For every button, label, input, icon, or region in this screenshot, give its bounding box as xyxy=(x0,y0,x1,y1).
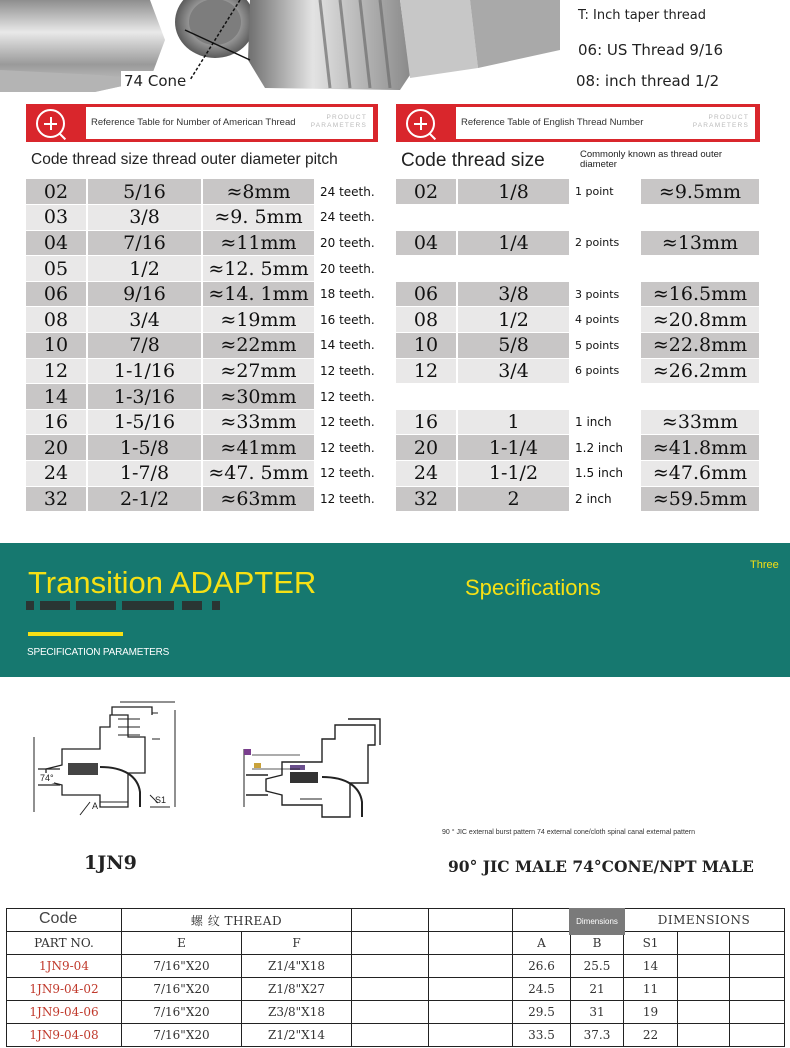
banner-corner-text: Three xyxy=(750,559,779,571)
thread-code: 06 xyxy=(396,281,457,307)
outer-diameter: ≈9.5mm xyxy=(640,179,760,205)
part-number-table xyxy=(6,908,784,1047)
outer-diameter: ≈41.8mm xyxy=(640,435,760,461)
empty-cell xyxy=(429,955,513,978)
thread-size: 3/4 xyxy=(457,358,570,384)
thread-code: 32 xyxy=(396,486,457,512)
american-table-title: Reference Table for Number of American Thread xyxy=(91,117,296,128)
note-inch-thread: 08: inch thread 1/2 xyxy=(576,72,720,90)
thread-size: 2 xyxy=(457,486,570,512)
empty-cell xyxy=(429,1024,513,1047)
part-row xyxy=(7,1001,785,1024)
thread-pitch: 12 teeth. xyxy=(315,486,378,512)
thread-size: 7/8 xyxy=(87,333,202,359)
american-thread-row xyxy=(26,358,378,384)
outer-diameter: ≈27mm xyxy=(202,358,315,384)
english-thread-panel xyxy=(396,104,762,514)
thread-e: 7/16"X20 xyxy=(122,1024,242,1047)
common-name: 1.2 inch xyxy=(570,435,640,461)
dim-s1: 14 xyxy=(624,955,678,978)
common-name: 3 points xyxy=(570,281,640,307)
common-name: 1 inch xyxy=(570,409,640,435)
banner-underline xyxy=(28,632,123,636)
outer-diameter xyxy=(640,384,760,410)
english-table-caption: Code thread size xyxy=(401,150,545,171)
part-row xyxy=(7,978,785,1001)
thread-size: 1/4 xyxy=(457,230,570,256)
outer-diameter: ≈12. 5mm xyxy=(202,256,315,282)
thread-pitch: 12 teeth. xyxy=(315,358,378,384)
thread-size: 1-7/8 xyxy=(87,461,202,487)
thread-code: 04 xyxy=(396,230,457,256)
dim-74-label: 74° xyxy=(40,773,54,783)
thread-code: 04 xyxy=(26,230,87,256)
thread-size: 1-5/16 xyxy=(87,409,202,435)
thread-code: 12 xyxy=(396,358,457,384)
part-table-header-row-2 xyxy=(7,932,785,955)
american-thread-row xyxy=(26,281,378,307)
fitting-type-label: 90° JIC MALE 74°CONE/NPT MALE xyxy=(448,857,754,876)
empty-cell xyxy=(678,1024,730,1047)
english-thread-row xyxy=(396,384,760,410)
outer-diameter: ≈63mm xyxy=(202,486,315,512)
american-table-header xyxy=(26,104,378,142)
banner-subtitle: SPECIFICATION PARAMETERS xyxy=(27,647,170,658)
empty-cell xyxy=(352,1024,429,1047)
thread-size xyxy=(457,384,570,410)
thread-size: 1-3/16 xyxy=(87,384,202,410)
part-table-header-row-1 xyxy=(7,909,785,932)
empty-cell xyxy=(352,955,429,978)
american-thread-row xyxy=(26,384,378,410)
thread-code: 16 xyxy=(396,409,457,435)
thread-size xyxy=(457,256,570,282)
empty-cell xyxy=(730,955,785,978)
thread-pitch: 12 teeth. xyxy=(315,435,378,461)
dimensions-tag: Dimensions xyxy=(569,908,625,935)
pattern-note: 90 ° JIC external burst pattern 74 external cone/cloth spinal canal external pattern xyxy=(442,829,696,836)
thread-size: 2-1/2 xyxy=(87,486,202,512)
jn9-drawing xyxy=(34,702,175,815)
outer-diameter: ≈11mm xyxy=(202,230,315,256)
col-e: E xyxy=(122,932,242,955)
thread-code xyxy=(396,205,457,231)
outer-diameter: ≈9. 5mm xyxy=(202,205,315,231)
thread-pitch: 18 teeth. xyxy=(315,281,378,307)
empty-cell xyxy=(678,978,730,1001)
note-us-thread: 06: US Thread 9/16 xyxy=(578,41,724,59)
thread-code: 02 xyxy=(26,179,87,205)
thread-header: 螺 纹 THREAD xyxy=(122,909,352,932)
thread-code: 14 xyxy=(26,384,87,410)
thread-pitch: 12 teeth. xyxy=(315,384,378,410)
common-name: 5 points xyxy=(570,333,640,359)
thread-pitch: 16 teeth. xyxy=(315,307,378,333)
american-thread-row xyxy=(26,333,378,359)
dim-s1-label: S1 xyxy=(155,795,167,805)
thread-e: 7/16"X20 xyxy=(122,955,242,978)
thread-pitch: 20 teeth. xyxy=(315,256,378,282)
thread-size: 5/8 xyxy=(457,333,570,359)
empty-cell xyxy=(730,1001,785,1024)
thread-size: 1/8 xyxy=(457,179,570,205)
dim-s1: 22 xyxy=(624,1024,678,1047)
dim-a-label: A xyxy=(92,801,99,811)
outer-diameter: ≈13mm xyxy=(640,230,760,256)
common-name: 1 point xyxy=(570,179,640,205)
common-name: 6 points xyxy=(570,358,640,384)
outer-diameter: ≈22.8mm xyxy=(640,333,760,359)
thread-code: 32 xyxy=(26,486,87,512)
part-family-label: 1JN9 xyxy=(84,852,137,874)
outer-diameter: ≈16.5mm xyxy=(640,281,760,307)
thread-code: 10 xyxy=(396,333,457,359)
plus-circle-icon xyxy=(406,109,435,138)
thread-code xyxy=(396,256,457,282)
thread-code: 08 xyxy=(26,307,87,333)
empty-cell xyxy=(678,955,730,978)
american-thread-panel xyxy=(26,104,380,514)
col-s1: S1 xyxy=(624,932,678,955)
banner-title: Transition ADAPTER xyxy=(28,565,317,600)
thread-size: 7/16 xyxy=(87,230,202,256)
outer-diameter: ≈19mm xyxy=(202,307,315,333)
product-photo xyxy=(0,0,790,100)
thread-code: 08 xyxy=(396,307,457,333)
american-thread-table xyxy=(26,179,379,512)
thread-code xyxy=(396,384,457,410)
english-thread-row xyxy=(396,486,760,512)
thread-size: 3/8 xyxy=(457,281,570,307)
thread-f: Z1/2"X14 xyxy=(242,1024,352,1047)
outer-diameter: ≈22mm xyxy=(202,333,315,359)
dim-a: 24.5 xyxy=(513,978,571,1001)
dim-b: 21 xyxy=(571,978,624,1001)
part-number: 1JN9-04 xyxy=(7,955,122,978)
american-thread-row xyxy=(26,461,378,487)
thread-size: 1/2 xyxy=(87,256,202,282)
american-thread-row xyxy=(26,205,378,231)
jic-drawing xyxy=(244,719,380,817)
part-number: 1JN9-04-02 xyxy=(7,978,122,1001)
dim-a: 29.5 xyxy=(513,1001,571,1024)
american-thread-row xyxy=(26,409,378,435)
thread-code: 10 xyxy=(26,333,87,359)
thread-size: 1/2 xyxy=(457,307,570,333)
thread-code: 24 xyxy=(26,461,87,487)
common-name: 2 inch xyxy=(570,486,640,512)
thread-pitch: 24 teeth. xyxy=(315,205,378,231)
english-thread-table xyxy=(396,179,761,512)
dim-a: 26.6 xyxy=(513,955,571,978)
outer-diameter: ≈14. 1mm xyxy=(202,281,315,307)
american-thread-row xyxy=(26,486,378,512)
outer-diameter: ≈33mm xyxy=(202,409,315,435)
empty-cell xyxy=(730,978,785,1001)
thread-code: 06 xyxy=(26,281,87,307)
american-thread-row xyxy=(26,179,378,205)
thread-code: 03 xyxy=(26,205,87,231)
american-table-caption: Code thread size thread outer diameter pitch xyxy=(31,151,338,168)
empty-cell xyxy=(429,978,513,1001)
thread-code: 20 xyxy=(26,435,87,461)
thread-e: 7/16"X20 xyxy=(122,1001,242,1024)
outer-diameter xyxy=(640,256,760,282)
dim-a: 33.5 xyxy=(513,1024,571,1047)
outer-diameter: ≈8mm xyxy=(202,179,315,205)
english-thread-row xyxy=(396,461,760,487)
thread-pitch: 14 teeth. xyxy=(315,333,378,359)
outer-diameter: ≈41mm xyxy=(202,435,315,461)
english-thread-row xyxy=(396,358,760,384)
outer-diameter: ≈20.8mm xyxy=(640,307,760,333)
dim-s1: 11 xyxy=(624,978,678,1001)
col-b: B xyxy=(571,932,624,955)
english-thread-row xyxy=(396,205,760,231)
thread-size: 1-5/8 xyxy=(87,435,202,461)
outer-diameter: ≈26.2mm xyxy=(640,358,760,384)
dimensions-header: DIMENSIONS xyxy=(624,909,785,932)
empty-cell xyxy=(352,1001,429,1024)
part-row xyxy=(7,1024,785,1047)
dim-b: 31 xyxy=(571,1001,624,1024)
outer-diameter: ≈30mm xyxy=(202,384,315,410)
english-thread-row xyxy=(396,230,760,256)
code-label: Code xyxy=(35,909,81,931)
note-taper-thread: T: Inch taper thread xyxy=(578,8,707,23)
thread-size: 9/16 xyxy=(87,281,202,307)
american-thread-row xyxy=(26,435,378,461)
outer-diameter: ≈47.6mm xyxy=(640,461,760,487)
common-name xyxy=(570,384,640,410)
english-table-title: Reference Table of English Thread Number xyxy=(461,117,644,128)
american-thread-row xyxy=(26,307,378,333)
col-f: F xyxy=(242,932,352,955)
thread-size: 1-1/4 xyxy=(457,435,570,461)
thread-code: 16 xyxy=(26,409,87,435)
thread-code: 20 xyxy=(396,435,457,461)
common-name xyxy=(570,205,640,231)
part-number: 1JN9-04-08 xyxy=(7,1024,122,1047)
thread-code: 12 xyxy=(26,358,87,384)
empty-cell xyxy=(429,1001,513,1024)
thread-size: 3/4 xyxy=(87,307,202,333)
plus-circle-icon xyxy=(36,109,65,138)
col-part-no: PART NO. xyxy=(7,932,122,955)
thread-e: 7/16"X20 xyxy=(122,978,242,1001)
english-thread-row xyxy=(396,281,760,307)
american-thread-row xyxy=(26,256,378,282)
dim-b: 37.3 xyxy=(571,1024,624,1047)
banner-ghost-text xyxy=(26,601,222,611)
english-thread-row xyxy=(396,409,760,435)
outer-diameter xyxy=(640,205,760,231)
english-thread-row xyxy=(396,179,760,205)
empty-cell xyxy=(352,978,429,1001)
empty-cell xyxy=(730,1024,785,1047)
thread-size: 1-1/16 xyxy=(87,358,202,384)
english-thread-row xyxy=(396,307,760,333)
empty-cell xyxy=(678,1001,730,1024)
common-name xyxy=(570,256,640,282)
banner-specifications: Specifications xyxy=(465,575,601,600)
outer-diameter: ≈33mm xyxy=(640,409,760,435)
thread-size xyxy=(457,205,570,231)
outer-diameter: ≈47. 5mm xyxy=(202,461,315,487)
common-name: 2 points xyxy=(570,230,640,256)
col-a: A xyxy=(513,932,571,955)
dim-s1: 19 xyxy=(624,1001,678,1024)
thread-size: 3/8 xyxy=(87,205,202,231)
thread-code: 05 xyxy=(26,256,87,282)
thread-code: 24 xyxy=(396,461,457,487)
thread-size: 1 xyxy=(457,409,570,435)
dim-b: 25.5 xyxy=(571,955,624,978)
english-table-caption-note: Commonly known as thread outer diameter xyxy=(580,149,723,170)
english-thread-row xyxy=(396,435,760,461)
thread-f: Z3/8"X18 xyxy=(242,1001,352,1024)
english-table-header xyxy=(396,104,760,142)
thread-pitch: 12 teeth. xyxy=(315,461,378,487)
english-thread-row xyxy=(396,333,760,359)
product-parameters-badge: PRODUCT PARAMETERS xyxy=(692,114,749,129)
american-thread-row xyxy=(26,230,378,256)
section-banner xyxy=(0,543,790,677)
thread-size: 1-1/2 xyxy=(457,461,570,487)
common-name: 4 points xyxy=(570,307,640,333)
part-row xyxy=(7,955,785,978)
thread-f: Z1/8"X27 xyxy=(242,978,352,1001)
part-number: 1JN9-04-06 xyxy=(7,1001,122,1024)
outer-diameter: ≈59.5mm xyxy=(640,486,760,512)
cone-label: 74 Cone xyxy=(121,71,189,91)
english-thread-row xyxy=(396,256,760,282)
thread-code: 02 xyxy=(396,179,457,205)
thread-size: 5/16 xyxy=(87,179,202,205)
product-parameters-badge: PRODUCT PARAMETERS xyxy=(310,114,367,129)
thread-pitch: 20 teeth. xyxy=(315,230,378,256)
technical-drawings xyxy=(0,677,790,907)
thread-pitch: 24 teeth. xyxy=(315,179,378,205)
thread-f: Z1/4"X18 xyxy=(242,955,352,978)
thread-pitch: 12 teeth. xyxy=(315,409,378,435)
common-name: 1.5 inch xyxy=(570,461,640,487)
